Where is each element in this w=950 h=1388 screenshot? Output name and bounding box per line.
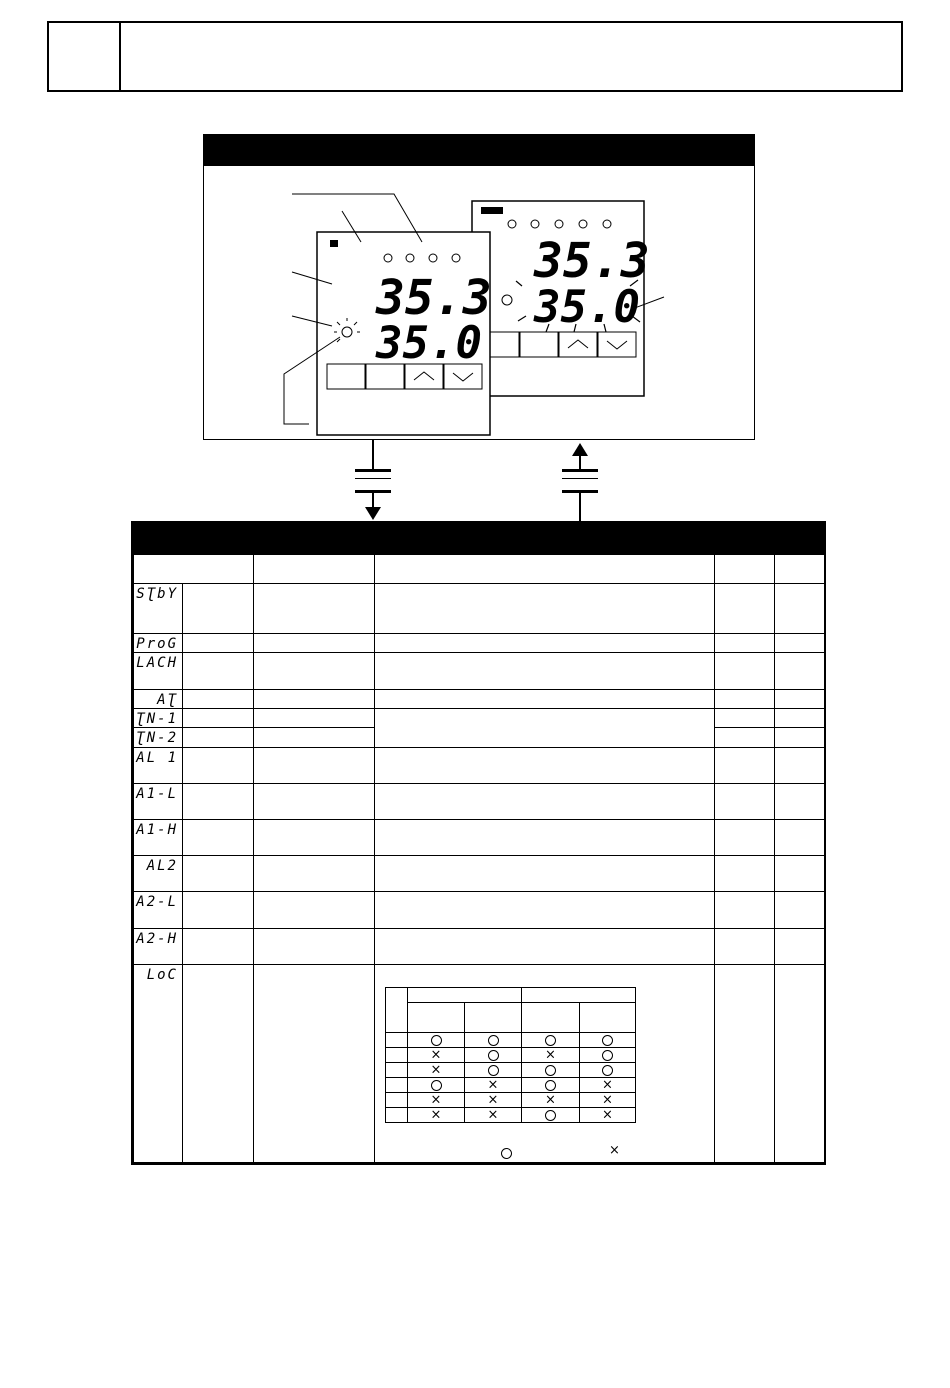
cross-mark-icon: ×	[487, 1092, 499, 1108]
circle-mark-icon	[602, 1065, 613, 1076]
lock-mark-cell	[465, 1063, 522, 1078]
cross-mark-icon: ×	[602, 1077, 613, 1093]
circle-mark-icon	[602, 1050, 613, 1061]
lock-description-cell	[375, 965, 715, 1163]
lock-mark-cell	[522, 1033, 580, 1048]
circle-mark-icon	[431, 1035, 442, 1046]
param-code: ProG	[134, 634, 183, 653]
param-code: A2-L	[134, 892, 183, 929]
key-symbol-right	[562, 469, 598, 493]
table-row	[134, 690, 825, 709]
param-code: LoC	[134, 965, 183, 1163]
param-code: ƮN-1	[134, 709, 183, 728]
lock-mark-cell	[580, 1033, 636, 1048]
lock-mark-cell	[522, 1093, 580, 1108]
lock-mark-cell	[408, 1063, 465, 1078]
cross-mark-icon: ×	[430, 1047, 442, 1063]
legend-o	[501, 1143, 512, 1162]
circle-mark-icon	[501, 1148, 512, 1159]
lock-row	[386, 1078, 636, 1093]
cross-mark-icon: ×	[487, 1077, 499, 1093]
circle-mark-icon	[488, 1035, 499, 1046]
lock-mark-cell	[522, 1063, 580, 1078]
table-row	[134, 634, 825, 653]
param-code: A1-L	[134, 784, 183, 820]
cross-mark-icon: ×	[430, 1092, 442, 1108]
parameter-grid	[133, 554, 825, 1163]
lock-row	[386, 1033, 636, 1048]
lock-level-cell	[386, 1033, 408, 1048]
param-code: A1-H	[134, 820, 183, 856]
param-code: ƮN-2	[134, 728, 183, 748]
lock-level-cell	[386, 1048, 408, 1063]
back-sv-display: 35.0	[534, 282, 640, 333]
section-header	[47, 21, 903, 92]
lock-mark-cell	[408, 1093, 465, 1108]
lock-mark-cell	[580, 1048, 636, 1063]
legend-x	[609, 1140, 620, 1159]
param-code: AL2	[134, 856, 183, 892]
param-code: A2-H	[134, 929, 183, 965]
lock-level-cell	[386, 1078, 408, 1093]
cross-mark-icon: ×	[487, 1107, 499, 1123]
param-code: AL 1	[134, 748, 183, 784]
key-symbol-left	[355, 469, 391, 493]
cross-mark-icon: ×	[430, 1107, 442, 1123]
cross-mark-icon: ×	[609, 1143, 620, 1158]
cross-mark-icon: ×	[430, 1062, 442, 1078]
lock-mark-cell	[465, 1108, 522, 1123]
param-code: AƮ	[134, 690, 183, 709]
table-header-row	[134, 555, 825, 584]
circle-mark-icon	[488, 1050, 499, 1061]
circle-mark-icon	[545, 1065, 556, 1076]
table-row	[134, 856, 825, 892]
table-row	[134, 820, 825, 856]
table-row	[134, 653, 825, 690]
figure-title-bar	[204, 135, 754, 166]
front-pv-display: 35.3	[376, 270, 492, 326]
circle-mark-icon	[431, 1080, 442, 1091]
lock-mark-cell	[522, 1078, 580, 1093]
lock-level-table	[385, 987, 636, 1123]
lock-mark-cell	[408, 1078, 465, 1093]
table-row	[134, 784, 825, 820]
lock-mark-cell	[408, 1048, 465, 1063]
table-title-bar	[133, 523, 824, 554]
cross-mark-icon: ×	[602, 1092, 613, 1108]
cross-mark-icon: ×	[545, 1047, 556, 1063]
circle-mark-icon	[545, 1110, 556, 1121]
table-row	[134, 929, 825, 965]
lock-row	[386, 1048, 636, 1063]
lock-level-cell	[386, 1093, 408, 1108]
cross-mark-icon: ×	[545, 1092, 556, 1108]
param-code: SƮbY	[134, 584, 183, 634]
circle-mark-icon	[545, 1080, 556, 1091]
table-row-lock	[134, 965, 825, 1163]
down-arrow-stem	[372, 440, 374, 470]
lock-level-cell	[386, 1063, 408, 1078]
table-row	[134, 748, 825, 784]
parameter-table	[131, 521, 826, 1165]
up-arrow-icon	[570, 441, 590, 471]
lock-row	[386, 1108, 636, 1123]
lock-mark-cell	[580, 1078, 636, 1093]
circle-mark-icon	[488, 1065, 499, 1076]
lock-row	[386, 1093, 636, 1108]
lock-mark-cell	[580, 1063, 636, 1078]
lock-mark-cell	[522, 1108, 580, 1123]
lock-mark-cell	[580, 1093, 636, 1108]
down-arrow-icon	[363, 493, 383, 523]
lock-mark-cell	[465, 1033, 522, 1048]
lock-mark-cell	[465, 1048, 522, 1063]
lock-level-cell	[386, 1108, 408, 1123]
lock-mark-cell	[580, 1108, 636, 1123]
lock-mark-cell	[465, 1078, 522, 1093]
controller-illustration	[204, 166, 753, 438]
lock-mark-cell	[408, 1108, 465, 1123]
lock-row	[386, 1063, 636, 1078]
lock-mark-cell	[465, 1093, 522, 1108]
up-arrow-stem	[579, 493, 581, 521]
circle-mark-icon	[602, 1035, 613, 1046]
lock-mark-cell	[408, 1033, 465, 1048]
table-row	[134, 709, 825, 728]
table-row	[134, 584, 825, 634]
back-pv-display: 35.3	[534, 233, 650, 289]
header-divider	[119, 23, 121, 90]
cross-mark-icon: ×	[602, 1107, 613, 1123]
param-code: LACH	[134, 653, 183, 690]
circle-mark-icon	[545, 1035, 556, 1046]
front-sv-display: 35.0	[376, 318, 482, 369]
table-row	[134, 892, 825, 929]
lock-mark-cell	[522, 1048, 580, 1063]
front-panel-figure	[203, 134, 755, 440]
